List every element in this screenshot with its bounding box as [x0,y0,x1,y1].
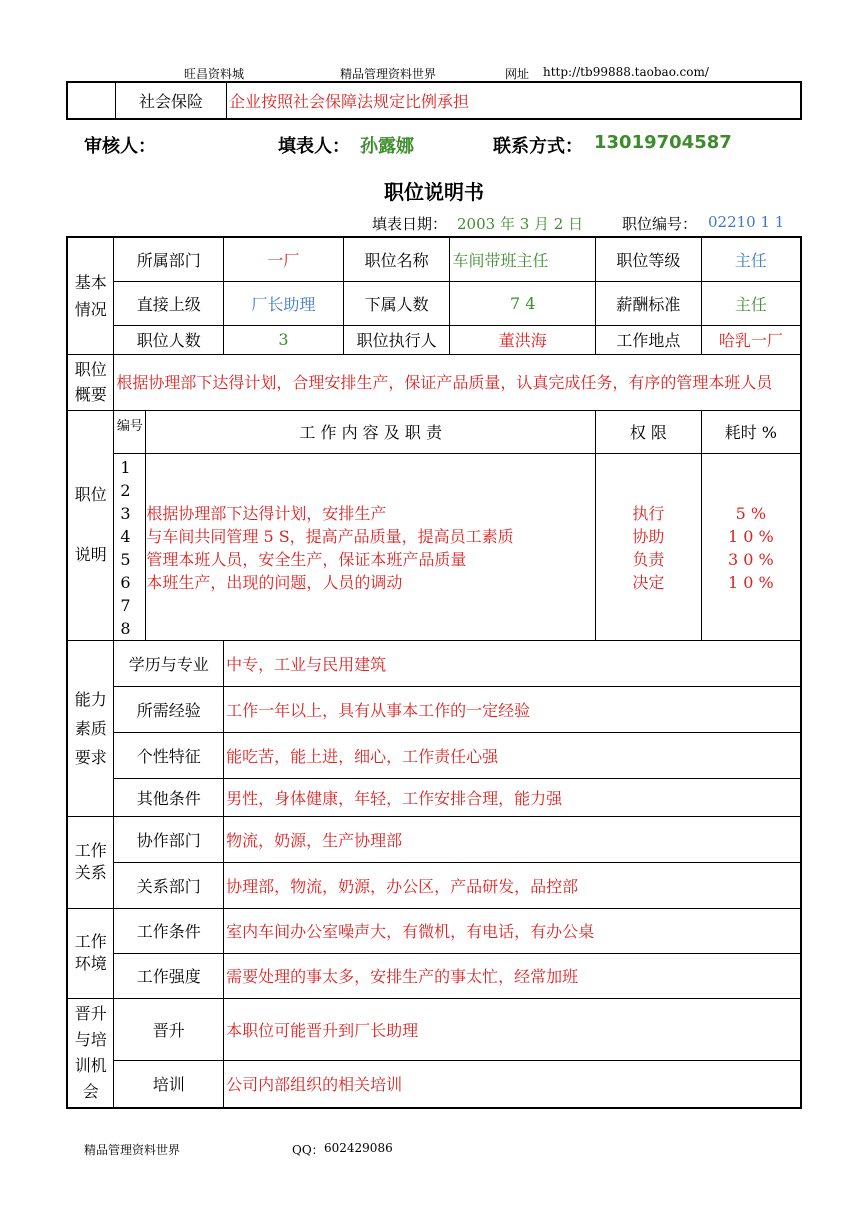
duty-time: 5 % [735,503,767,523]
duty-content: 与车间共同管理 5 S，提高产品质量，提高员工素质 [146,526,514,546]
supervisor-label: 直接上级 [114,281,224,325]
ability-value: 男性，身体健康，年轻，工作安排合理，能力强 [224,778,801,816]
header-site-url[interactable]: http://tb99888.taobao.com/ [543,65,709,79]
pay-value: 主任 [701,281,801,325]
ability-label: 学历与专业 [114,640,224,686]
promotion-row [67,998,801,1060]
date-label: 填表日期： [372,215,448,233]
social-insurance-value: 企业按照社会保障法规定比例承担 [227,82,802,119]
dept-value: 一厂 [224,237,344,281]
duty-content: 本班生产，出现的问题，人员的调动 [146,572,403,592]
promotion-label: 晋升 [114,998,224,1060]
subordinates-value: 7 4 [450,281,596,325]
basic-row-3 [67,325,801,354]
code-value: 02210 1 1 [708,213,785,231]
col-authority-header: 权 限 [596,410,702,453]
code-label: 职位编号： [622,215,698,233]
duty-content: 管理本班人员，安全生产，保证本班产品质量 [146,549,467,569]
duty-authority: 负责 [632,549,665,569]
duties-body-row [67,453,801,640]
promotion-value: 本职位可能晋升到厂长助理 [224,998,801,1060]
summary-text: 根据协理部下达得计划，合理安排生产，保证产品质量，认真完成任务，有序的管理本班人员 [114,354,801,410]
duty-authority: 决定 [632,572,665,592]
location-label: 工作地点 [596,325,702,354]
relations-section-label: 工作关系 [67,816,114,908]
headcount-label: 职位人数 [114,325,224,354]
environment-value: 需要处理的事太多，安排生产的事太忙，经常加班 [224,953,801,998]
headcount-value: 3 [224,325,344,354]
job-description-table [66,236,802,1109]
relations-label: 协作部门 [114,816,224,862]
grade-value: 主任 [701,237,801,281]
duty-authority: 协助 [632,526,665,546]
duty-authorities [596,453,702,640]
duty-number: 6 [120,572,131,592]
location-value: 哈乳一厂 [701,325,801,354]
footer-qq-value: 602429086 [324,1141,393,1155]
col-content-header: 工 作 内 容 及 职 责 [146,410,596,453]
duties-header-row [67,410,801,453]
ability-value: 中专，工业与民用建筑 [224,640,801,686]
environment-label: 工作条件 [114,908,224,953]
footer-left-text: 精品管理资料世界 [84,1143,181,1157]
basic-row-1 [67,237,801,281]
ability-label: 其他条件 [114,778,224,816]
promotion-section-label: 晋升与培训机会 [67,998,114,1108]
relations-label: 关系部门 [114,862,224,908]
filler-label: 填表人： [278,136,350,157]
header-middle-text: 精品管理资料世界 [340,67,437,81]
job-title-value: 车间带班主任 [450,237,596,281]
promotion-value: 公司内部组织的相关培训 [224,1060,801,1108]
col-time-header: 耗时 % [701,410,801,453]
pay-label: 薪酬标准 [596,281,702,325]
relations-value: 协理部，物流，奶源，办公区，产品研发，品控部 [224,862,801,908]
holder-value: 董洪海 [450,325,596,354]
environment-row [67,908,801,953]
empty-cell [67,82,116,119]
duty-contents [146,453,596,640]
subordinates-label: 下属人数 [343,281,450,325]
ability-section-label: 能力素质要求 [67,640,114,816]
ability-label: 所需经验 [114,686,224,732]
contact-label: 联系方式： [493,136,583,157]
social-insurance-table [66,81,802,120]
footer-qq-label: QQ： [292,1143,324,1157]
date-value: 2003 年 3 月 2 日 [457,215,584,233]
promotion-label: 培训 [114,1060,224,1108]
duty-time: 1 0 % [727,572,774,592]
promotion-row [67,1060,801,1108]
duty-authority: 执行 [632,503,665,523]
supervisor-value: 厂长助理 [224,281,344,325]
header-site-label: 网址 [505,67,530,81]
document-title: 职位说明书 [384,180,484,204]
ability-value: 能吃苦，能上进，细心，工作责任心强 [224,732,801,778]
relations-row [67,816,801,862]
environment-row [67,953,801,998]
duty-number: 5 [120,549,131,569]
basic-section-label: 基本情况 [67,237,114,354]
environment-section-label: 工作环境 [67,908,114,998]
summary-row [67,354,801,410]
relations-row [67,862,801,908]
relations-value: 物流，奶源，生产协理部 [224,816,801,862]
ability-row [67,732,801,778]
duty-time: 3 0 % [727,549,774,569]
summary-section-label: 职位概要 [67,354,114,410]
contact-phone: 13019704587 [594,132,732,153]
duty-content: 根据协理部下达得计划，安排生产 [146,503,387,523]
duty-numbers [114,453,146,640]
col-number-header: 编号 [114,410,146,453]
environment-label: 工作强度 [114,953,224,998]
grade-label: 职位等级 [596,237,702,281]
job-title-label: 职位名称 [343,237,450,281]
duty-number: 7 [120,595,131,615]
environment-value: 室内车间办公室噪声大，有微机，有电话，有办公桌 [224,908,801,953]
duty-number: 2 [120,480,131,500]
duty-times [701,453,801,640]
duty-number: 4 [120,526,131,546]
filler-name: 孙露娜 [360,136,414,157]
duty-number: 3 [120,503,131,523]
ability-label: 个性特征 [114,732,224,778]
basic-row-2 [67,281,801,325]
ability-row [67,778,801,816]
reviewer-label: 审核人： [84,136,156,157]
duty-time: 1 0 % [727,526,774,546]
ability-row [67,686,801,732]
duty-number: 8 [120,618,131,638]
header-left-text: 旺昌资料城 [184,67,245,81]
duties-section-label: 职位说明 [67,410,114,640]
dept-label: 所属部门 [114,237,224,281]
social-insurance-label: 社会保险 [116,82,227,119]
duty-number: 1 [120,457,131,477]
holder-label: 职位执行人 [343,325,450,354]
ability-value: 工作一年以上，具有从事本工作的一定经验 [224,686,801,732]
ability-row [67,640,801,686]
